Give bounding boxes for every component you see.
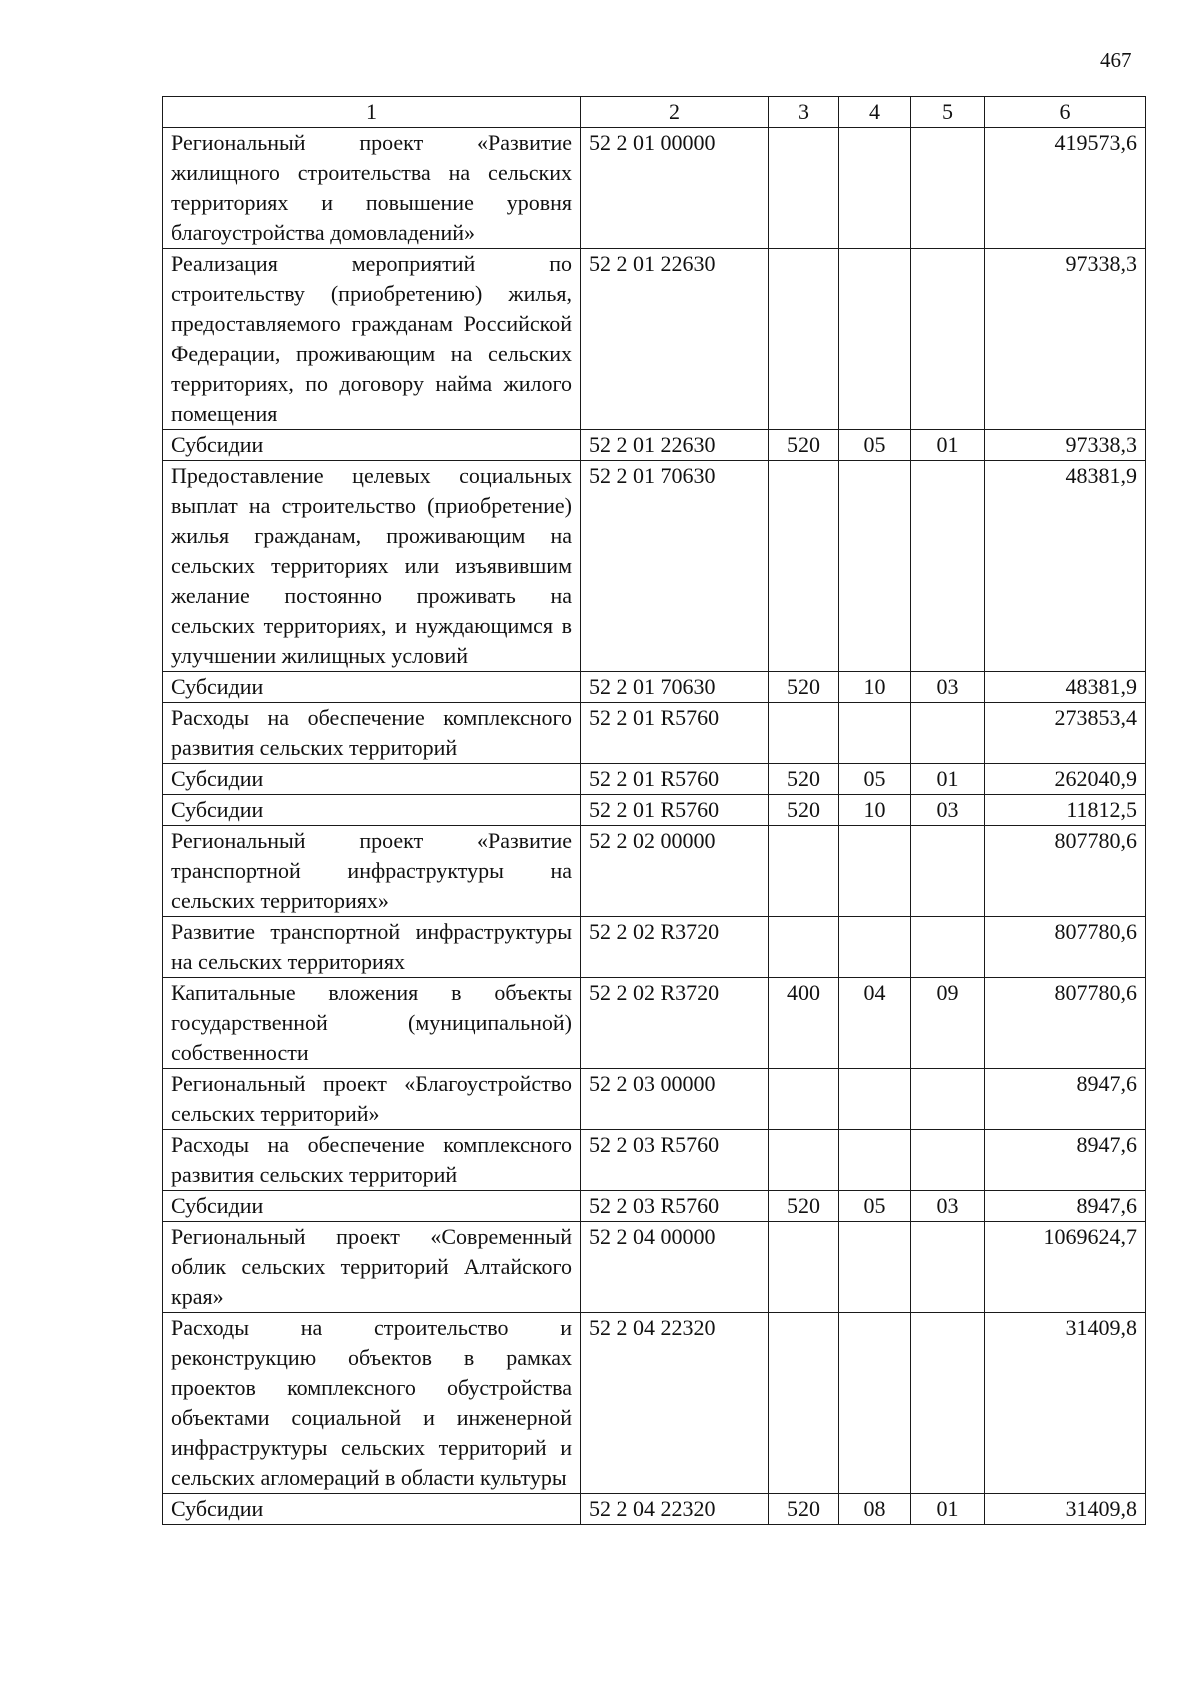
budget-table [162, 96, 1146, 1525]
row-col5: 03 [911, 795, 985, 826]
row-col5 [911, 461, 985, 672]
row-code: 52 2 01 R5760 [581, 703, 769, 764]
table-body [163, 128, 1146, 1525]
row-amount: 8947,6 [985, 1130, 1146, 1191]
row-name: Субсидии [163, 672, 581, 703]
row-amount: 807780,6 [985, 917, 1146, 978]
row-col5 [911, 128, 985, 249]
row-col4: 05 [839, 1191, 911, 1222]
row-col5 [911, 703, 985, 764]
row-col5 [911, 1130, 985, 1191]
table-row [163, 764, 1146, 795]
row-col4: 08 [839, 1494, 911, 1525]
row-name: Субсидии [163, 1494, 581, 1525]
row-code: 52 2 02 R3720 [581, 917, 769, 978]
table-row [163, 917, 1146, 978]
table-row [163, 1313, 1146, 1494]
row-name: Предоставление целевых социальных выплат на строительство (приобретение) жилья гражданам, проживающим на сельских территориях или изъявившим желание постоянно проживать на сельских территориях, и нуждающимся в улучшении жилищных условий [163, 461, 581, 672]
row-col5 [911, 1222, 985, 1313]
row-col4: 10 [839, 672, 911, 703]
row-col5 [911, 826, 985, 917]
row-amount: 31409,8 [985, 1313, 1146, 1494]
row-col4 [839, 1313, 911, 1494]
row-amount: 1069624,7 [985, 1222, 1146, 1313]
row-amount: 273853,4 [985, 703, 1146, 764]
row-name: Расходы на обеспечение комплексного развития сельских территорий [163, 703, 581, 764]
table-row [163, 672, 1146, 703]
row-col3: 520 [769, 1191, 839, 1222]
row-amount: 48381,9 [985, 672, 1146, 703]
row-col5 [911, 249, 985, 430]
column-header-2: 2 [581, 97, 769, 128]
row-col4 [839, 1222, 911, 1313]
column-header-6: 6 [985, 97, 1146, 128]
row-amount: 97338,3 [985, 430, 1146, 461]
table-row [163, 703, 1146, 764]
row-name: Региональный проект «Благоустройство сельских территорий» [163, 1069, 581, 1130]
row-col3: 520 [769, 764, 839, 795]
row-code: 52 2 01 R5760 [581, 795, 769, 826]
row-amount: 97338,3 [985, 249, 1146, 430]
row-col3 [769, 703, 839, 764]
row-name: Субсидии [163, 764, 581, 795]
row-col5 [911, 1313, 985, 1494]
row-name: Региональный проект «Развитие жилищного строительства на сельских территориях и повышение уровня благоустройства домовладений» [163, 128, 581, 249]
table-row [163, 430, 1146, 461]
row-col5: 03 [911, 1191, 985, 1222]
row-col4 [839, 1069, 911, 1130]
row-name: Субсидии [163, 1191, 581, 1222]
table-row [163, 1130, 1146, 1191]
row-col3: 400 [769, 978, 839, 1069]
table-row [163, 461, 1146, 672]
row-col5 [911, 1069, 985, 1130]
row-code: 52 2 03 R5760 [581, 1191, 769, 1222]
row-amount: 419573,6 [985, 128, 1146, 249]
row-amount: 807780,6 [985, 826, 1146, 917]
table-row [163, 795, 1146, 826]
row-col5: 09 [911, 978, 985, 1069]
row-col3 [769, 461, 839, 672]
row-col3 [769, 826, 839, 917]
row-col4: 04 [839, 978, 911, 1069]
row-col3: 520 [769, 795, 839, 826]
row-amount: 11812,5 [985, 795, 1146, 826]
row-code: 52 2 01 70630 [581, 672, 769, 703]
row-col4 [839, 826, 911, 917]
row-col5 [911, 917, 985, 978]
row-code: 52 2 02 00000 [581, 826, 769, 917]
table-row [163, 128, 1146, 249]
row-name: Расходы на обеспечение комплексного развития сельских территорий [163, 1130, 581, 1191]
row-amount: 48381,9 [985, 461, 1146, 672]
row-code: 52 2 01 22630 [581, 430, 769, 461]
table-row [163, 1069, 1146, 1130]
row-code: 52 2 02 R3720 [581, 978, 769, 1069]
row-code: 52 2 04 22320 [581, 1313, 769, 1494]
row-amount: 31409,8 [985, 1494, 1146, 1525]
row-col4: 05 [839, 430, 911, 461]
row-col4 [839, 703, 911, 764]
row-col4 [839, 461, 911, 672]
row-col3 [769, 917, 839, 978]
row-code: 52 2 01 70630 [581, 461, 769, 672]
row-name: Региональный проект «Развитие транспортной инфраструктуры на сельских территориях» [163, 826, 581, 917]
row-col4 [839, 128, 911, 249]
row-col5: 01 [911, 764, 985, 795]
table-row [163, 1494, 1146, 1525]
table-row [163, 1222, 1146, 1313]
row-code: 52 2 03 00000 [581, 1069, 769, 1130]
row-col3 [769, 1313, 839, 1494]
row-code: 52 2 04 00000 [581, 1222, 769, 1313]
row-name: Региональный проект «Современный облик сельских территорий Алтайского края» [163, 1222, 581, 1313]
row-col4: 10 [839, 795, 911, 826]
row-amount: 8947,6 [985, 1191, 1146, 1222]
row-amount: 8947,6 [985, 1069, 1146, 1130]
row-col3 [769, 1222, 839, 1313]
row-col3: 520 [769, 430, 839, 461]
row-code: 52 2 04 22320 [581, 1494, 769, 1525]
row-col5: 01 [911, 1494, 985, 1525]
column-header-3: 3 [769, 97, 839, 128]
row-col3 [769, 1130, 839, 1191]
row-col4 [839, 1130, 911, 1191]
table-row [163, 978, 1146, 1069]
row-amount: 807780,6 [985, 978, 1146, 1069]
column-header-1: 1 [163, 97, 581, 128]
page-number: 467 [1100, 48, 1132, 72]
row-name: Реализация мероприятий по строительству (приобретению) жилья, предоставляемого гражданам Российской Федерации, проживающим на сельских территориях, по договору найма жилого помещения [163, 249, 581, 430]
table-row [163, 826, 1146, 917]
row-name: Капитальные вложения в объекты государственной (муниципальной) собственности [163, 978, 581, 1069]
row-code: 52 2 01 R5760 [581, 764, 769, 795]
row-col5: 03 [911, 672, 985, 703]
row-code: 52 2 03 R5760 [581, 1130, 769, 1191]
row-col4: 05 [839, 764, 911, 795]
row-col5: 01 [911, 430, 985, 461]
column-header-5: 5 [911, 97, 985, 128]
row-name: Субсидии [163, 430, 581, 461]
row-amount: 262040,9 [985, 764, 1146, 795]
row-col4 [839, 249, 911, 430]
row-code: 52 2 01 22630 [581, 249, 769, 430]
row-name: Субсидии [163, 795, 581, 826]
row-code: 52 2 01 00000 [581, 128, 769, 249]
row-col3 [769, 249, 839, 430]
row-col3: 520 [769, 672, 839, 703]
table-row [163, 249, 1146, 430]
row-col4 [839, 917, 911, 978]
row-col3: 520 [769, 1494, 839, 1525]
row-col3 [769, 1069, 839, 1130]
table-row [163, 1191, 1146, 1222]
header-row [163, 97, 1146, 128]
row-col3 [769, 128, 839, 249]
row-name: Развитие транспортной инфраструктуры на сельских территориях [163, 917, 581, 978]
column-header-4: 4 [839, 97, 911, 128]
row-name: Расходы на строительство и реконструкцию объектов в рамках проектов комплексного обустройства объектами социальной и инженерной инфраструктуры сельских территорий и сельских агломераций в области культуры [163, 1313, 581, 1494]
